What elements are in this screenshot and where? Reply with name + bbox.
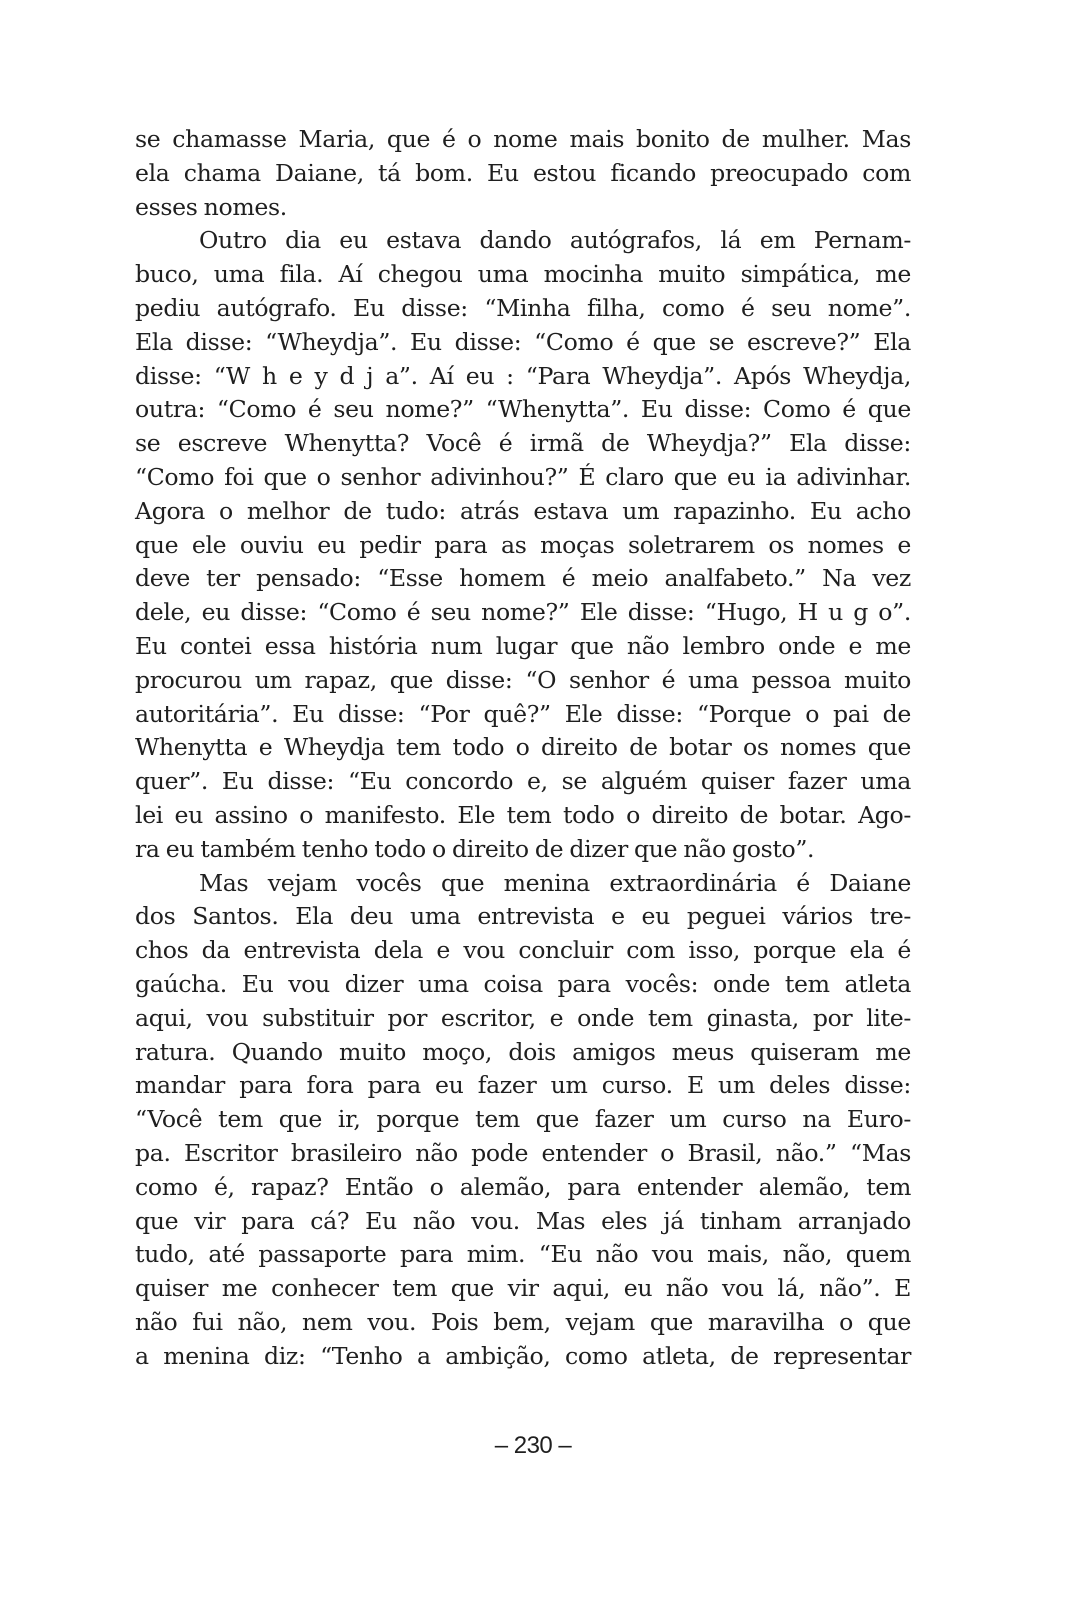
text-line: Outro dia eu estava dando autógrafos, lá em Pernam- [199,226,911,255]
body-text [135,123,911,1373]
text-line: Mas vejam vocês que menina extraordinária é Daiane [199,868,911,897]
text-line: “Você tem que ir, porque tem que fazer um curso na Euro- [135,1105,911,1134]
text-line: deve ter pensado: “Esse homem é meio analfabeto.” Na vez [135,564,911,593]
text-line: como é, rapaz? Então o alemão, para entender alemão, tem [135,1172,911,1201]
text-line: pediu autógrafo. Eu disse: “Minha filha, como é seu nome”. [135,293,911,322]
text-line: lei eu assino o manifesto. Ele tem todo o direito de botar. Ago- [135,800,911,829]
text-line: Eu contei essa história num lugar que não lembro onde e me [135,631,911,660]
text-line: se escreve Whenytta? Você é irmã de Wheydja?” Ela disse: [135,429,911,458]
text-line: a menina diz: “Tenho a ambição, como atleta, de representar [135,1341,911,1370]
text-line: esses nomes. [135,192,287,221]
text-line: buco, uma fila. Aí chegou uma mocinha muito simpática, me [135,260,911,289]
text-line: dos Santos. Ela deu uma entrevista e eu peguei vários tre- [135,902,911,931]
text-line: dele, eu disse: “Como é seu nome?” Ele disse: “Hugo, H u g o”. [135,598,911,627]
text-line: tudo, até passaporte para mim. “Eu não vou mais, não, quem [135,1240,911,1269]
text-line: “Como foi que o senhor adivinhou?” É claro que eu ia adivinhar. [135,462,911,491]
text-line: ra eu também tenho todo o direito de dizer que não gosto”. [135,834,815,863]
text-line: Whenytta e Wheydja tem todo o direito de botar os nomes que [135,733,911,762]
text-line: Agora o melhor de tudo: atrás estava um rapazinho. Eu acho [135,496,911,525]
text-line: Ela disse: “Wheydja”. Eu disse: “Como é que se escreve?” Ela [135,327,911,356]
text-line: ela chama Daiane, tá bom. Eu estou ficando preocupado com [135,158,911,187]
text-line: aqui, vou substituir por escritor, e onde tem ginasta, por lite- [135,1003,911,1032]
page-number: – 230 – [494,1432,572,1459]
text-line: pa. Escritor brasileiro não pode entender o Brasil, não.” “Mas [135,1138,911,1167]
text-line: não fui não, nem vou. Pois bem, vejam que maravilha o que [135,1307,911,1336]
text-line: quer”. Eu disse: “Eu concordo e, se alguém quiser fazer uma [135,767,911,796]
text-line: chos da entrevista dela e vou concluir com isso, porque ela é [135,936,911,965]
text-line: outra: “Como é seu nome?” “Whenytta”. Eu disse: Como é que [135,395,911,424]
text-line: quiser me conhecer tem que vir aqui, eu não vou lá, não”. E [135,1274,911,1303]
text-line: disse: “W h e y d j a”. Aí eu : “Para Wheydja”. Após Wheydja, [135,361,911,390]
text-line: gaúcha. Eu vou dizer uma coisa para vocês: onde tem atleta [135,969,911,998]
text-line: se chamasse Maria, que é o nome mais bonito de mulher. Mas [135,125,911,153]
text-line: ratura. Quando muito moço, dois amigos meus quiseram me [135,1037,911,1066]
text-line: que vir para cá? Eu não vou. Mas eles já tinham arranjado [135,1206,911,1235]
text-line: procurou um rapaz, que disse: “O senhor é uma pessoa muito [135,665,911,694]
text-line: que ele ouviu eu pedir para as moças soletrarem os nomes e [135,530,911,559]
text-line: autoritária”. Eu disse: “Por quê?” Ele disse: “Porque o pai de [135,699,911,728]
text-line: mandar para fora para eu fazer um curso. E um deles disse: [135,1071,911,1100]
